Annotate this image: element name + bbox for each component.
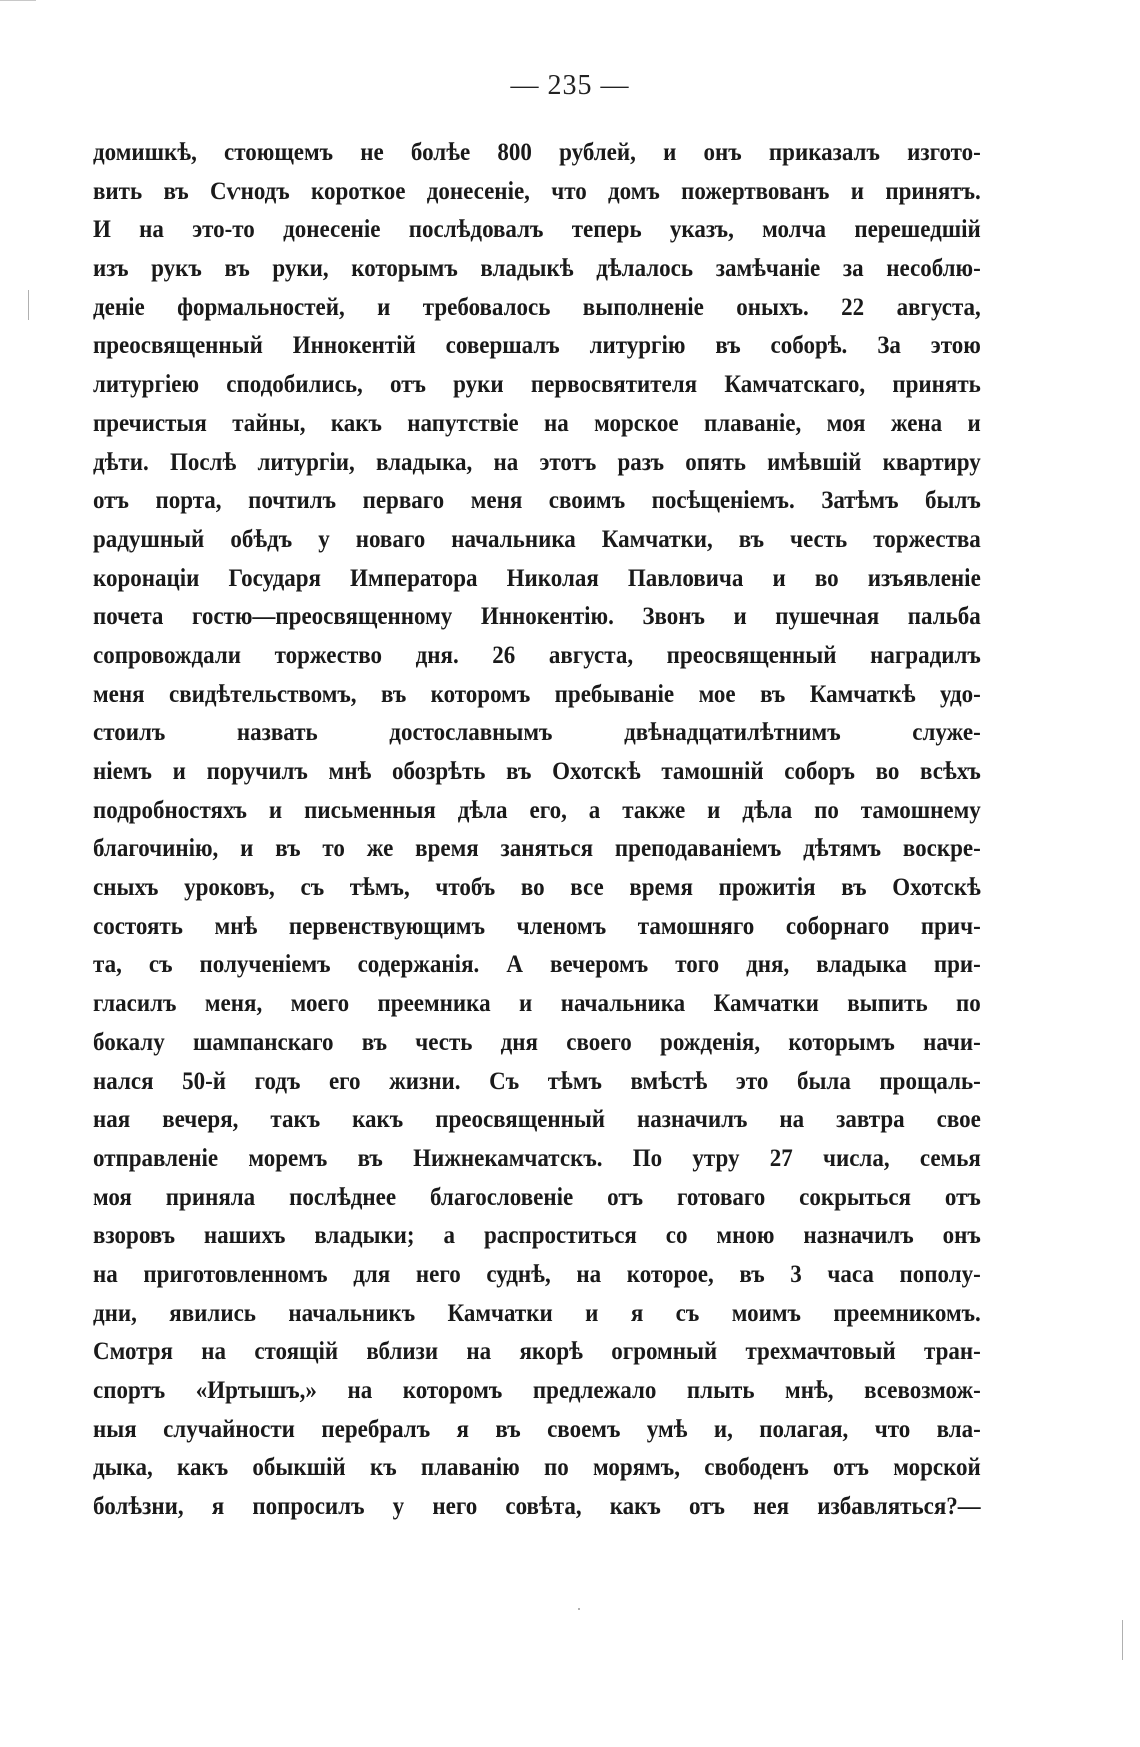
text-line: ная вечеря, такъ какъ преосвященный назначилъ на завтра свое — [93, 1106, 981, 1134]
text-line: меня свидѣтельствомъ, въ которомъ пребываніе мое въ Камчаткѣ удо- — [93, 680, 981, 708]
scan-speck — [578, 1608, 580, 1610]
text-line: дѣти. Послѣ литургіи, владыка, на этотъ разъ опять имѣвшій квартиру — [93, 448, 981, 476]
page-number: — 235 — — [510, 70, 630, 101]
text-line: отправленіе моремъ въ Нижнекамчатскъ. По утру 27 числа, семья — [93, 1144, 981, 1172]
text-line: ніемъ и поручилъ мнѣ обозрѣть въ Охотскѣ тамошній соборъ во всѣхъ — [93, 758, 981, 785]
scan-edge-mark — [0, 0, 36, 1]
text-line: подробностяхъ и письменныя дѣла его, а также и дѣла по тамошнему — [93, 796, 981, 824]
text-line: преосвященный Иннокентій совершалъ литургію въ соборѣ. За этою — [93, 332, 981, 360]
text-line: та, съ полученіемъ содержанія. А вечеромъ того дня, владыка при- — [93, 951, 981, 979]
text-line: ныя случайности перебралъ я въ своемъ умѣ и, полагая, что вла- — [93, 1415, 981, 1443]
text-line: почета гостю—преосвященному Иннокентію. Звонъ и пушечная пальба — [93, 603, 981, 631]
text-line: вить въ Сѵнодъ короткое донесеніе, что домъ пожертвованъ и принятъ. — [93, 177, 981, 205]
scan-margin-mark — [28, 290, 29, 320]
text-line: домишкѣ, стоющемъ не болѣе 800 рублей, и онъ приказалъ изгото- — [93, 139, 981, 166]
text-line: нался 50-й годъ его жизни. Съ тѣмъ вмѣстѣ это была прощаль- — [93, 1067, 981, 1095]
text-line: дыка, какъ обыкшій къ плаванію по морямъ, свободенъ отъ морской — [93, 1454, 981, 1482]
text-line: взоровъ нашихъ владыки; а распроститься со мною назначилъ онъ — [93, 1222, 981, 1250]
text-line: И на это-то донесеніе послѣдовалъ теперь указъ, молча перешедшій — [93, 216, 981, 244]
text-line: бокалу шампанскаго въ честь дня своего рожденія, которымъ начи- — [93, 1028, 981, 1056]
text-line: благочинію, и въ то же время заняться преподаваніемъ дѣтямъ воскре- — [93, 835, 981, 863]
text-line: на приготовленномъ для него суднѣ, на которое, въ 3 часа пополу- — [93, 1260, 981, 1288]
text-line: изъ рукъ въ руки, которымъ владыкѣ дѣлалось замѣчаніе за несоблю- — [93, 255, 981, 283]
text-line: литургіею сподобились, отъ руки первосвятителя Камчатскаго, принять — [93, 371, 981, 399]
text-line: стоилъ назвать достославнымъ двѣнадцатилѣтнимъ служе- — [93, 719, 981, 747]
text-line: деніе формальностей, и требовалось выполненіе оныхъ. 22 августа, — [93, 293, 981, 321]
body-text — [93, 134, 981, 1527]
text-line: отъ порта, почтилъ перваго меня своимъ посѣщеніемъ. Затѣмъ былъ — [93, 487, 981, 515]
text-line: состоять мнѣ первенствующимъ членомъ тамошняго соборнаго прич- — [93, 912, 981, 940]
text-line: радушный обѣдъ у новаго начальника Камчатки, въ честь торжества — [93, 525, 981, 553]
text-line: сныхъ уроковъ, съ тѣмъ, чтобъ во все время прожитія въ Охотскѣ — [93, 874, 981, 902]
text-line: коронаціи Государя Императора Николая Павловича и во изъявленіе — [93, 564, 981, 592]
text-line: моя приняла послѣднее благословеніе отъ готоваго сокрыться отъ — [93, 1183, 981, 1211]
text-line: дни, явились начальникъ Камчатки и я съ моимъ преемникомъ. — [93, 1299, 981, 1327]
text-line: Смотря на стоящій вблизи на якорѣ огромный трехмачтовый тран- — [93, 1338, 981, 1366]
text-line: пречистыя тайны, какъ напутствіе на морское плаваніе, моя жена и — [93, 409, 981, 437]
text-line: болѣзни, я попросилъ у него совѣта, какъ отъ нея избавляться?— — [93, 1493, 981, 1521]
text-line: спортъ «Иртышъ,» на которомъ предлежало плыть мнѣ, всевозмож- — [93, 1377, 981, 1404]
text-line: гласилъ меня, моего преемника и начальника Камчатки выпить по — [93, 990, 981, 1018]
text-line: сопровождали торжество дня. 26 августа, преосвященный наградилъ — [93, 641, 981, 669]
scan-margin-mark — [1122, 1620, 1123, 1660]
